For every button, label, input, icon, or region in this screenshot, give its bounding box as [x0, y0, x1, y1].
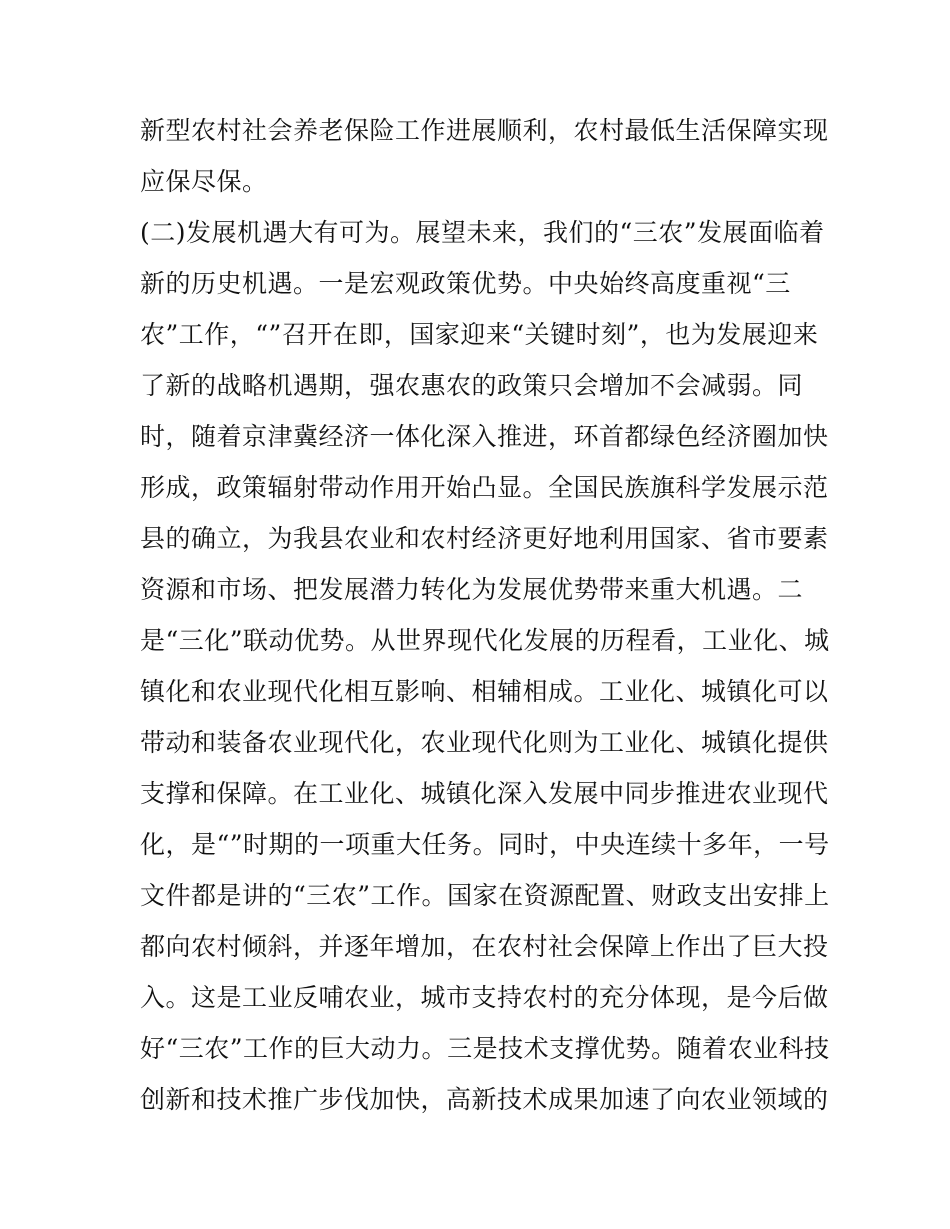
text-line: 应保尽保。 — [140, 167, 268, 196]
text-line: 文件都是讲的“三农”工作。国家在资源配置、财政支出安排上 — [140, 881, 830, 910]
body-text — [140, 105, 840, 1125]
text-line: 是“三化”联动优势。从世界现代化发展的历程看，工业化、城 — [140, 626, 830, 655]
text-line: 创新和技术推广步伐加快，高新技术成果加速了向农业领域的 — [140, 1085, 829, 1114]
text-line: 镇化和农业现代化相互影响、相辅相成。工业化、城镇化可以 — [140, 677, 829, 706]
text-line: 资源和市场、把发展潜力转化为发展优势带来重大机遇。二 — [140, 575, 804, 604]
text-line: 农”工作，“”召开在即，国家迎来“关键时刻”，也为发展迎来 — [140, 320, 819, 349]
text-line: 新的历史机遇。一是宏观政策优势。中央始终高度重视“三 — [140, 269, 791, 298]
text-line: 带动和装备农业现代化，农业现代化则为工业化、城镇化提供 — [140, 728, 829, 757]
text-line: 都向农村倾斜，并逐年增加，在农村社会保障上作出了巨大投 — [140, 932, 829, 961]
text-line: (二)发展机遇大有可为。展望未来，我们的“三农”发展面临着 — [140, 218, 825, 247]
text-line: 了新的战略机遇期，强农惠农的政策只会增加不会减弱。同 — [140, 371, 804, 400]
text-line: 新型农村社会养老保险工作进展顺利，农村最低生活保障实现 — [140, 116, 829, 145]
text-line: 入。这是工业反哺农业，城市支持农村的充分体现，是今后做 — [140, 983, 829, 1012]
text-line: 好“三农”工作的巨大动力。三是技术支撑优势。随着农业科技 — [140, 1034, 830, 1063]
text-line: 化，是“”时期的一项重大任务。同时，中央连续十多年，一号 — [140, 830, 830, 859]
text-line: 支撑和保障。在工业化、城镇化深入发展中同步推进农业现代 — [140, 779, 829, 808]
text-line: 时，随着京津冀经济一体化深入推进，环首都绿色经济圈加快 — [140, 422, 829, 451]
text-line: 形成，政策辐射带动作用开始凸显。全国民族旗科学发展示范 — [140, 473, 829, 502]
text-line: 县的确立，为我县农业和农村经济更好地利用国家、省市要素 — [140, 524, 829, 553]
